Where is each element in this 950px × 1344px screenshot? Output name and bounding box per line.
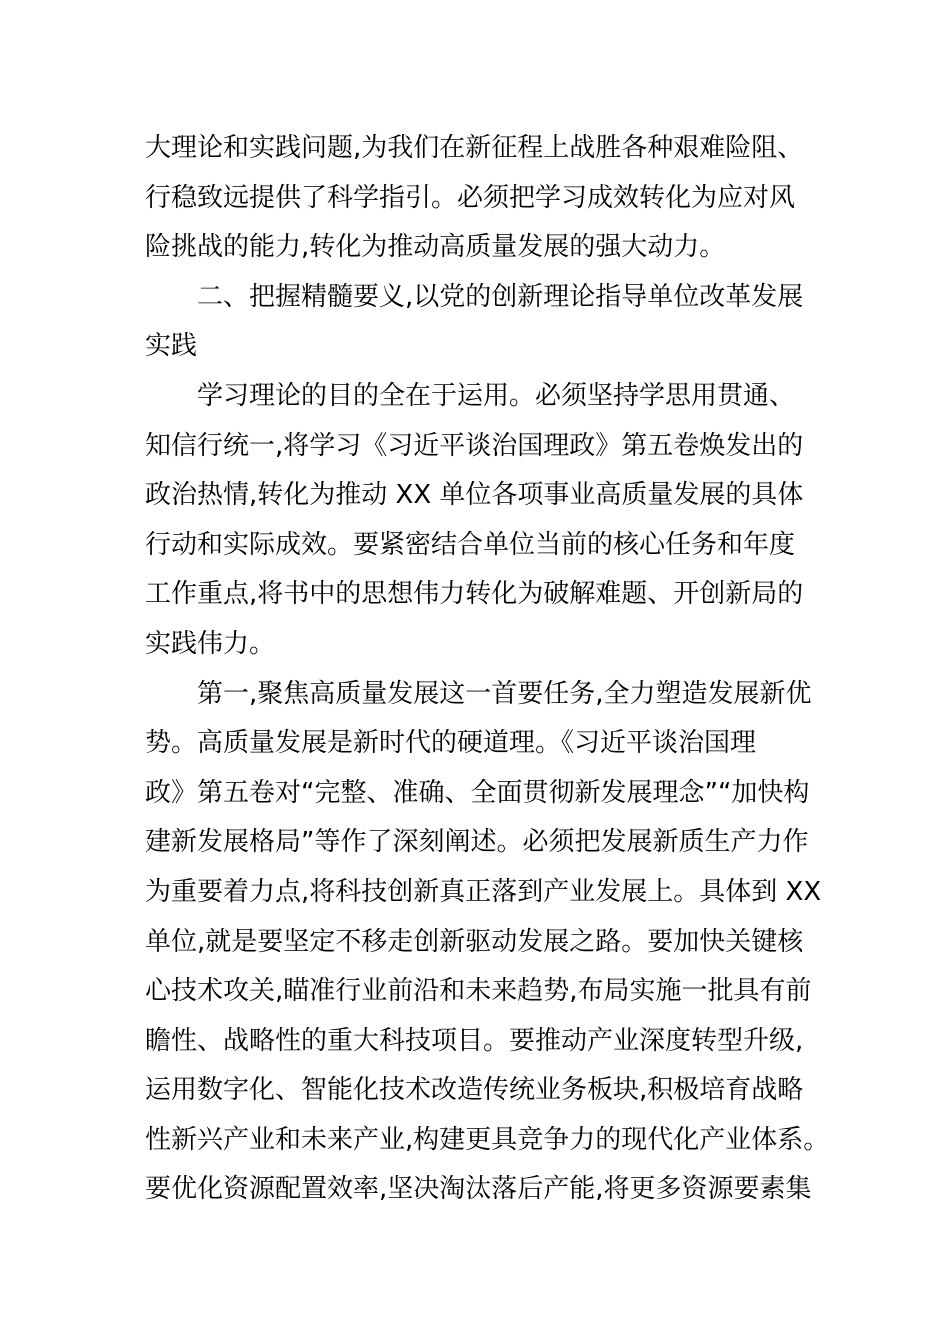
text-line: 政》第五卷对“完整、准确、全面贯彻新发展理念”“加快构 [145, 777, 810, 808]
text-line: 单位,就是要坚定不移走创新驱动发展之路。要加快关键核 [145, 926, 804, 957]
text-line: 为重要着力点,将科技创新真正落到产业发展上。具体到 XX [145, 876, 822, 907]
text-line: 要优化资源配置效率,坚决淘汰落后产能,将更多资源要素集 [145, 1174, 812, 1205]
text-line: 知信行统一,将学习《习近平谈治国理政》第五卷焕发出的 [145, 430, 804, 461]
section-heading-line: 实践 [145, 331, 198, 362]
text-line: 运用数字化、智能化技术改造传统业务板块,积极培育战略 [145, 1075, 804, 1106]
text-line: 工作重点,将书中的思想伟力转化为破解难题、开创新局的 [145, 579, 804, 610]
text-line: 性新兴产业和未来产业,构建更具竞争力的现代化产业体系。 [145, 1124, 830, 1155]
text-line: 行动和实际成效。要紧密结合单位当前的核心任务和年度 [145, 529, 796, 560]
text-line: 势。高质量发展是新时代的硬道理。《习近平谈治国理 [145, 728, 757, 759]
text-line: 瞻性、战略性的重大科技项目。要推动产业深度转型升级, [145, 1025, 804, 1056]
body-text [145, 124, 830, 1215]
text-line: 险挑战的能力,转化为推动高质量发展的强大动力。 [145, 232, 726, 263]
text-line: 行稳致远提供了科学指引。必须把学习成效转化为应对风 [145, 182, 796, 213]
text-line: 大理论和实践问题,为我们在新征程上战胜各种艰难险阻、 [145, 133, 804, 163]
text-line: 政治热情,转化为推动 XX 单位各项事业高质量发展的具体 [145, 480, 804, 511]
text-line: 建新发展格局”等作了深刻阐述。必须把发展新质生产力作 [145, 827, 809, 858]
text-line: 学习理论的目的全在于运用。必须坚持学思用贯通、 [197, 380, 796, 411]
text-line: 实践伟力。 [145, 628, 276, 659]
text-line: 第一,聚焦高质量发展这一首要任务,全力塑造发展新优 [197, 678, 812, 709]
text-line: 心技术攻关,瞄准行业前沿和未来趋势,布局实施一批具有前 [145, 976, 812, 1007]
section-heading-line: 二、把握精髓要义,以党的创新理论指导单位改革发展 [197, 281, 804, 312]
